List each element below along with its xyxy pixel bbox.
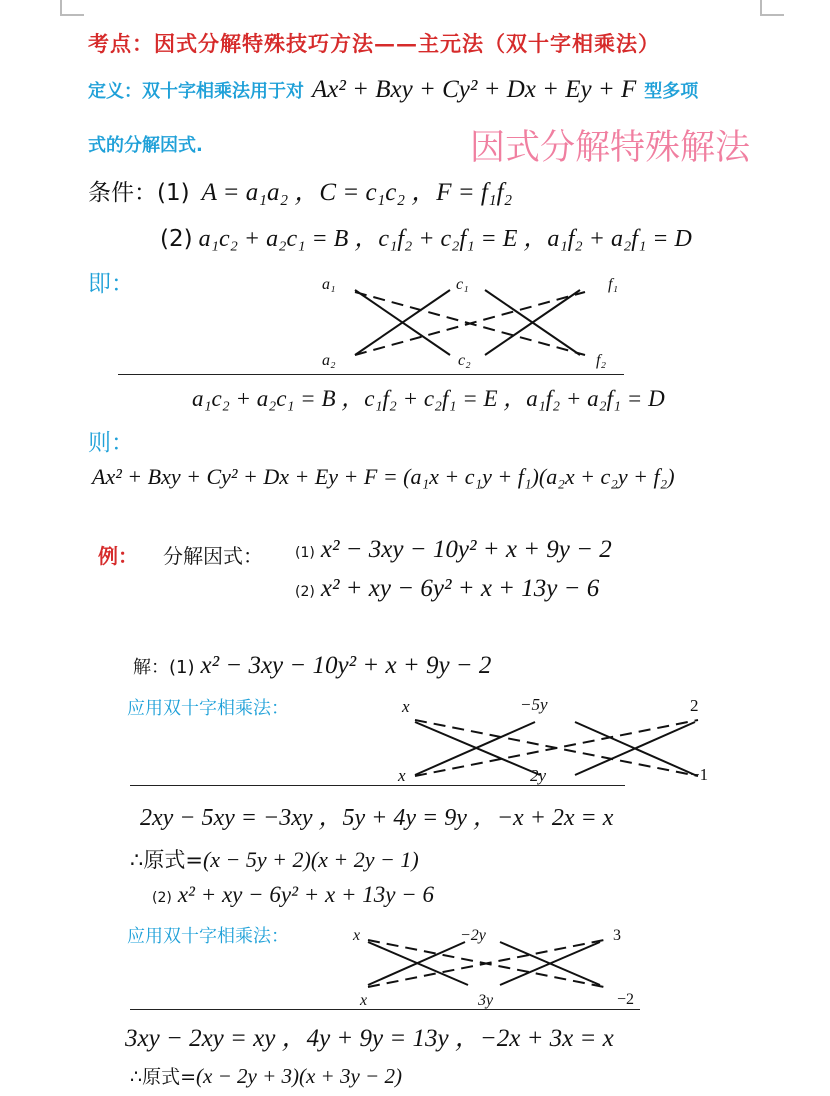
diagram-label: x [398,766,406,785]
solution-1-expr: x² − 3xy − 10y² + x + 9y − 2 [200,652,492,679]
crop-mark-left-h [60,14,84,16]
diagram-label: 3y [478,992,494,1009]
divider-rule [130,1009,640,1010]
example-problem-2 [295,575,599,603]
solution-2-answer [130,1062,402,1089]
condition-2-label: (2) [160,226,193,252]
divider-rule [118,374,624,375]
ji-label: 即： [88,271,134,297]
solution-2-result: 3xy − 2xy = xy ，4y + 9y = 13y ，−2x + 3x = x [125,1025,614,1052]
problem-number: (2) [295,584,315,600]
solution-2-line [152,882,434,908]
diagram-label: 2y [530,766,547,785]
condition-2-formula: a₁c₂ + a₂c₁ = B ，c₁f₂ + c₂f₁ = E ，a₁f₂ + a₂f₁ = D [198,226,692,252]
condition-1-formula: A = a₁a₂ ，C = c₁c₂ ，F = f₁f₂ [201,179,513,206]
example-task: 分解因式： [163,544,263,568]
solution-1-line [133,652,491,680]
solid-line [368,942,468,985]
diagram-label: c₁ [456,276,469,293]
diagram-label: −5y [520,695,548,714]
diagram-label: c₂ [458,352,471,369]
solution-2-expr: x² + xy − 6y² + x + 13y − 6 [177,882,434,907]
dashed-line [355,292,585,355]
ji-result: a₁c₂ + a₂c₁ = B ，c₁f₂ + c₂f₁ = E ，a₁f₂ + a₂f₁ = D [192,386,665,411]
solid-line [575,722,695,775]
diagram-label: a₂ [322,352,336,369]
example-label: 例： [98,544,138,568]
solid-line [415,722,535,775]
problem-number: (1) [295,545,315,561]
page-title: 考点：因式分解特殊技巧方法——主元法（双十字相乘法） [88,31,660,56]
diagram-label: x [353,927,361,944]
diagram-label: −1 [690,765,709,784]
definition-line [88,76,698,104]
condition-1 [88,172,512,208]
divider-rule [130,785,625,786]
answer-expr: (x − 2y + 3)(x + 3y − 2) [196,1064,402,1088]
diagram-label: f₁ [608,276,619,293]
definition-formula: Ax² + Bxy + Cy² + Dx + Ey + F [312,76,637,103]
definition-line-2: 式的分解因式. [88,135,203,156]
solid-line [485,290,580,355]
solid-line [500,942,600,985]
problem-2-expr: x² + xy − 6y² + x + 13y − 6 [320,575,600,602]
condition-label: 条件：(1) [88,180,190,206]
problem-1-expr: x² − 3xy − 10y² + x + 9y − 2 [320,536,612,563]
answer-label: ∴原式= [130,1066,197,1088]
solution-1-answer [130,844,419,874]
solid-line [355,290,450,355]
solid-line [500,942,600,985]
dashed-line [368,940,604,987]
answer-label: ∴原式= [130,848,203,872]
diagram-label: a₁ [322,276,336,293]
solid-line [575,722,695,775]
solution-2-number: (2) [152,890,172,906]
diagram-label: x [360,992,368,1009]
dashed-line [415,720,698,776]
ze-formula: Ax² + Bxy + Cy² + Dx + Ey + F = (a₁x + c₁y + f₁)(a₂x + c₂y + f₂) [92,464,675,489]
solution-1-result: 2xy − 5xy = −3xy ，5y + 4y = 9y ，−x + 2x = x [140,805,614,831]
solid-line [368,942,465,985]
diagram-label: x [402,697,410,716]
method-label-1: 应用双十字相乘法： [127,698,289,719]
answer-expr: (x − 5y + 2)(x + 2y − 1) [202,847,419,872]
solid-line [415,722,540,775]
method-label-2: 应用双十字相乘法： [127,926,289,947]
watermark-text: 因式分解特殊解法 [470,128,751,168]
diagram-label: 3 [613,927,621,944]
dashed-line [368,940,604,987]
dashed-line [415,720,698,776]
ze-label: 则： [88,430,134,456]
definition-suffix: 型多项 [644,81,699,102]
diagram-label: f₂ [596,352,607,369]
crop-mark-right-h [760,14,784,16]
solid-line [485,290,580,355]
solid-line [355,290,450,355]
diagram-label: 2 [690,696,699,715]
diagram-label: −2 [617,991,635,1008]
definition-label: 定义：双十字相乘法用于对 [88,81,304,102]
diagram-label: −2y [460,927,486,944]
example-problem-1 [295,536,612,564]
solution-label: 解：(1) [133,657,195,678]
condition-2 [160,218,692,253]
dashed-line [355,292,585,355]
